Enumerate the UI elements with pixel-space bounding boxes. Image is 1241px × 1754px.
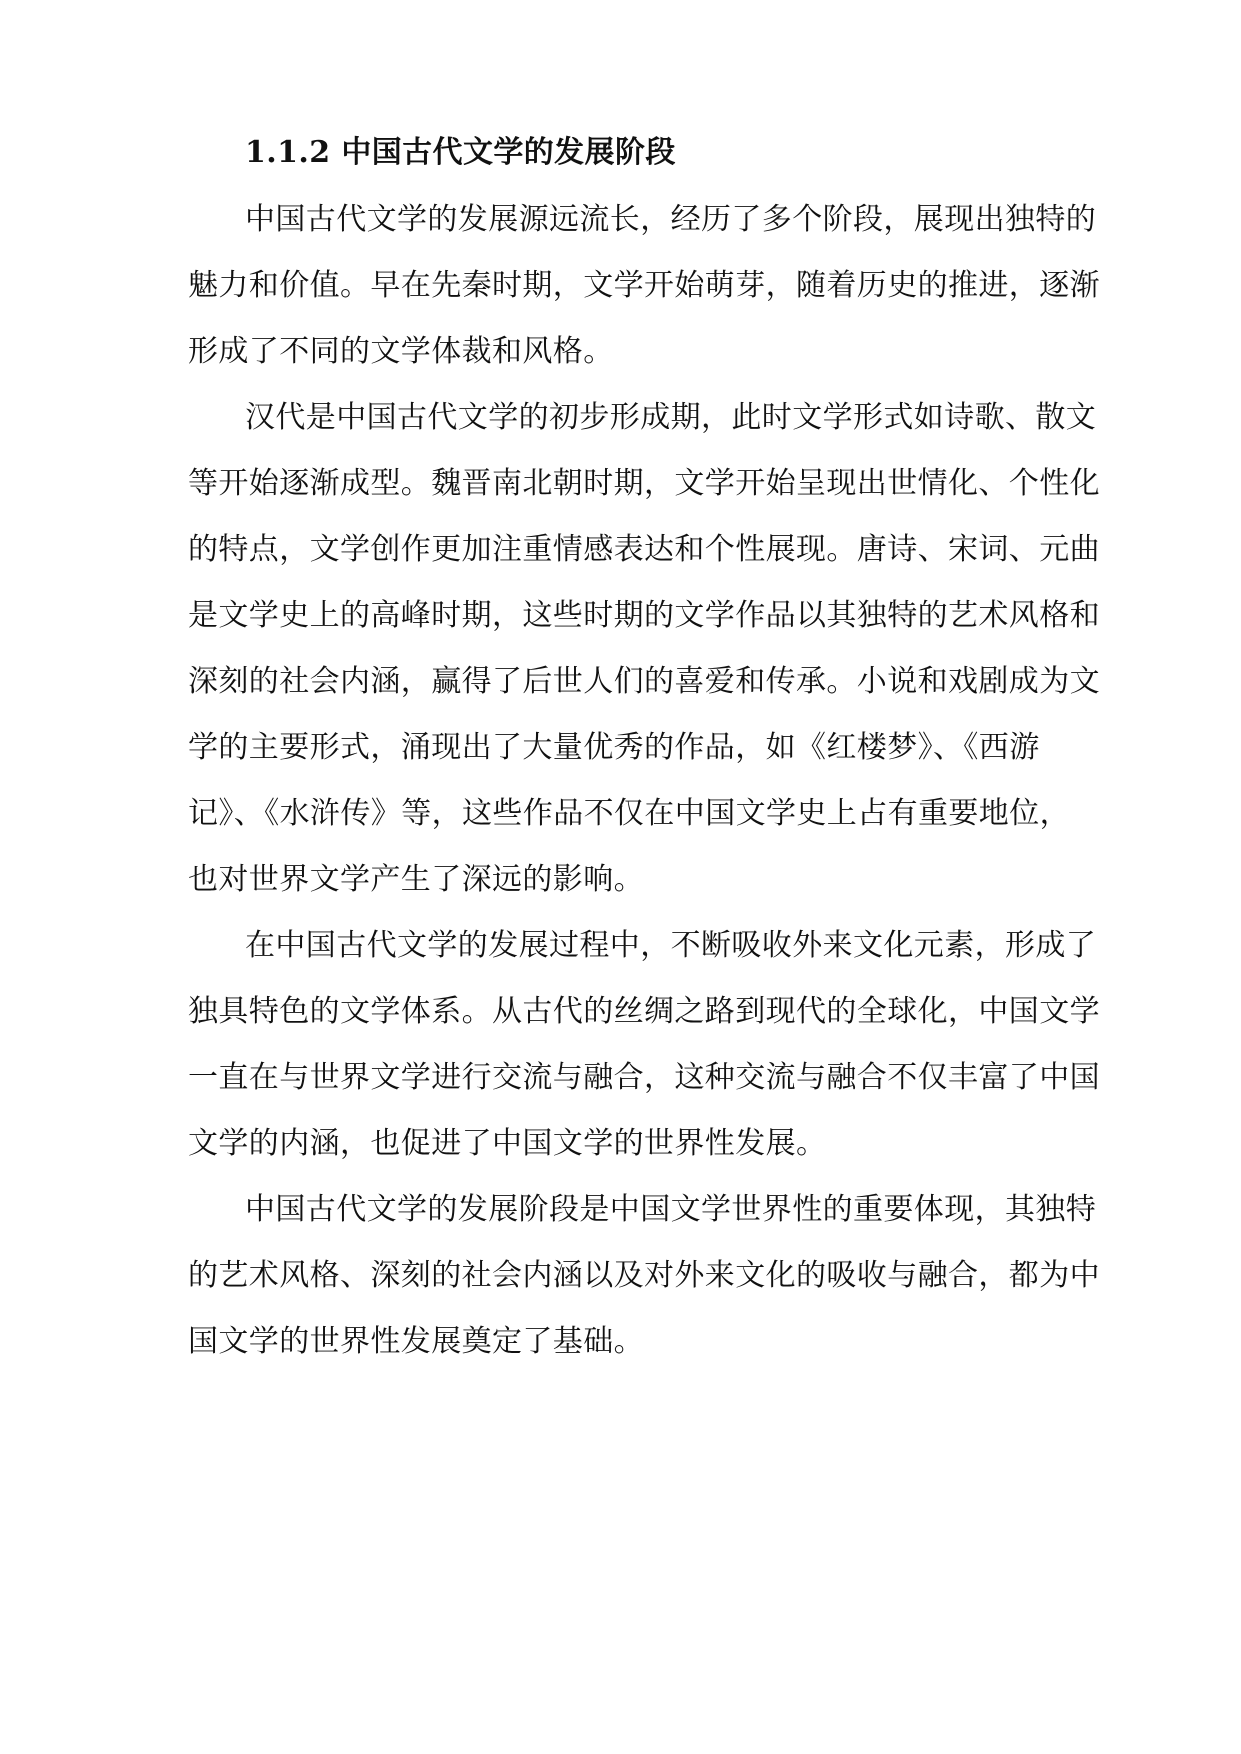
paragraph-line: 中国古代文学的发展源远流长，经历了多个阶段，展现出独特的 (245, 202, 1097, 237)
paragraph-line: 深刻的社会内涵，赢得了后世人们的喜爱和传承。小说和戏剧成为文 (188, 664, 1100, 699)
paragraph-line: 中国古代文学的发展阶段是中国文学世界性的重要体现，其独特 (245, 1192, 1097, 1227)
paragraph-line: 的艺术风格、深刻的社会内涵以及对外来文化的吸收与融合，都为中 (188, 1258, 1100, 1293)
paragraph-line: 记》、《水浒传》等，这些作品不仅在中国文学史上占有重要地位， (188, 796, 1070, 831)
paragraph-line: 独具特色的文学体系。从古代的丝绸之路到现代的全球化，中国文学 (188, 994, 1100, 1029)
paragraph-line: 也对世界文学产生了深远的影响。 (188, 862, 644, 897)
paragraph-line: 的特点，文学创作更加注重情感表达和个性展现。唐诗、宋词、元曲 (188, 532, 1100, 567)
paragraph-line: 是文学史上的高峰时期，这些时期的文学作品以其独特的艺术风格和 (188, 598, 1100, 633)
paragraph-line: 在中国古代文学的发展过程中，不断吸收外来文化元素，形成了 (245, 928, 1097, 963)
paragraph-line: 一直在与世界文学进行交流与融合，这种交流与融合不仅丰富了中国 (188, 1060, 1100, 1095)
paragraph-line: 文学的内涵，也促进了中国文学的世界性发展。 (188, 1126, 827, 1161)
paragraph-line: 形成了不同的文学体裁和风格。 (188, 334, 614, 369)
paragraph-line: 国文学的世界性发展奠定了基础。 (188, 1324, 644, 1359)
paragraph-line: 学的主要形式，涌现出了大量优秀的作品，如《红楼梦》、《西游 (188, 730, 1040, 765)
paragraph-line: 等开始逐渐成型。魏晋南北朝时期，文学开始呈现出世情化、个性化 (188, 466, 1100, 501)
paragraph-line: 汉代是中国古代文学的初步形成期，此时文学形式如诗歌、散文 (245, 400, 1097, 435)
section-heading: 1.1.2 中国古代文学的发展阶段 (245, 135, 676, 170)
paragraph-line: 魅力和价值。早在先秦时期，文学开始萌芽，随着历史的推进，逐渐 (188, 268, 1100, 303)
